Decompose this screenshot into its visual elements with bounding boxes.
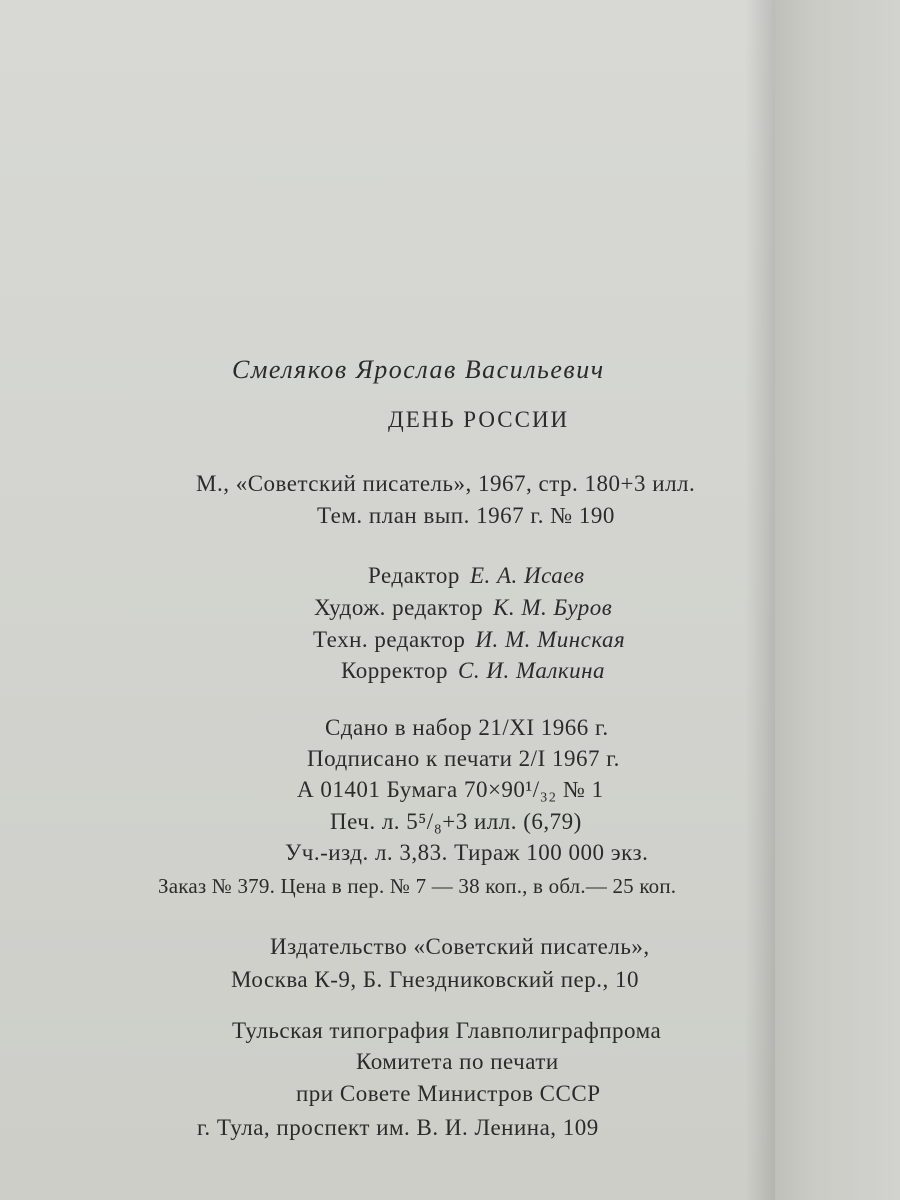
publisher-address: Москва К-9, Б. Гнездниковский пер., 10 <box>231 967 640 992</box>
imprint-line-1: М., «Советский писатель», 1967, стр. 180+3 илл. <box>196 471 696 496</box>
author-name: Смеляков Ярослав Васильевич <box>232 355 605 384</box>
staff-person: К. М. Буров <box>493 595 613 620</box>
production-line-order-price: Заказ № 379. Цена в пер. № 7 — 38 коп., в обл.— 25 коп. <box>158 874 677 898</box>
staff-role: Техн. редактор <box>313 627 466 652</box>
publisher-name: Издательство «Советский писатель», <box>270 934 650 959</box>
staff-editor <box>368 562 584 590</box>
printer-line-1: Тульская типография Главполиграфпрома <box>232 1018 662 1043</box>
staff-person: С. И. Малкина <box>458 658 606 683</box>
printer-line-3: при Совете Министров СССР <box>296 1081 601 1106</box>
production-line-print-run: Уч.-изд. л. 3,83. Тираж 100 000 экз. <box>285 840 649 865</box>
adjacent-page <box>775 0 900 1200</box>
staff-role: Корректор <box>341 658 449 683</box>
staff-art-editor <box>314 594 612 622</box>
staff-role: Худож. редактор <box>314 595 484 620</box>
printer-line-4: г. Тула, проспект им. В. И. Ленина, 109 <box>197 1115 599 1140</box>
production-line-sheets: Печ. л. 5⁵/₈+3 илл. (6,79) <box>330 809 582 834</box>
imprint-line-2: Тем. план вып. 1967 г. № 190 <box>317 503 615 528</box>
staff-role: Редактор <box>368 563 460 588</box>
staff-proofreader <box>341 657 605 685</box>
production-line-paper: А 01401 Бумага 70×90¹/₃₂ № 1 <box>297 777 604 802</box>
staff-person: И. М. Минская <box>475 627 626 652</box>
production-line-signed: Подписано к печати 2/I 1967 г. <box>307 746 620 771</box>
staff-person: Е. А. Исаев <box>469 563 585 588</box>
printer-line-2: Комитета по печати <box>356 1049 559 1074</box>
book-title: ДЕНЬ РОССИИ <box>388 407 570 432</box>
staff-tech-editor <box>313 626 625 654</box>
production-line-typeset: Сдано в набор 21/XI 1966 г. <box>325 715 609 740</box>
